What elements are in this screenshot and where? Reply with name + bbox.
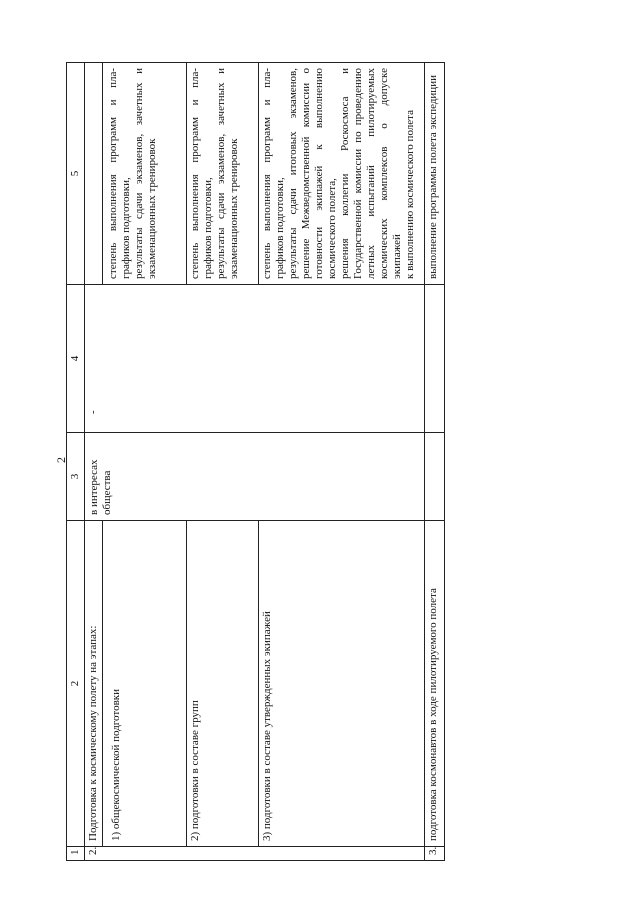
criteria-line: готовности экипажей к выполнению <box>313 68 325 279</box>
empty-cell <box>425 433 445 521</box>
criteria-line: результаты сдачи экзаменов, зачетных и <box>133 68 145 279</box>
table-row <box>425 63 445 861</box>
criteria-line: космического полета, <box>326 178 338 279</box>
col4-cell: - <box>85 285 425 433</box>
criteria-line: результаты сдачи экзаменов, зачетных и <box>215 68 227 279</box>
criteria-cell <box>259 63 425 285</box>
header-cell: 1 <box>67 847 85 861</box>
row-title: подготовка космонавтов в ходе пилотируемого полета <box>425 521 445 847</box>
criteria-line: степень выполнения программ и пла- <box>189 68 201 279</box>
criteria-cell: выполнение программы полета экспедиции <box>425 63 445 285</box>
table-header-row <box>67 63 85 861</box>
stage-label: 2) подготовки в составе групп <box>187 521 259 847</box>
criteria-line: экзаменационных тренировок <box>146 138 158 279</box>
header-cell: 5 <box>67 63 85 285</box>
criteria-line: степень выполнения программ и пла- <box>261 68 273 279</box>
criteria-line: решение Межведомственной комиссии о <box>300 68 312 279</box>
criteria-cell <box>103 63 187 285</box>
criteria-line: Государственной комиссии по проведению <box>352 68 364 279</box>
criteria-line: летных испытаний пилотируемых <box>365 68 377 279</box>
criteria-line: к выполнению космического полета <box>404 110 416 279</box>
criteria-line: степень выполнения программ и пла- <box>107 68 119 279</box>
row-number: 2. <box>85 847 425 861</box>
criteria-line: решения коллегии Роскосмоса и <box>339 68 351 279</box>
header-cell: 2 <box>67 521 85 847</box>
stage-label: 1) общекосмической подготовки <box>103 521 187 847</box>
interest-cell: в интересах общества <box>85 433 425 521</box>
criteria-table <box>66 62 445 861</box>
page-number: 2 <box>54 457 68 463</box>
table-row <box>85 63 103 861</box>
empty-cell <box>85 63 103 285</box>
row-number: 3. <box>425 847 445 861</box>
criteria-cell <box>187 63 259 285</box>
header-cell: 4 <box>67 285 85 433</box>
empty-cell <box>425 285 445 433</box>
criteria-line: результаты сдачи итоговых экзаменов, <box>287 68 299 279</box>
criteria-line: графиков подготовки, <box>120 177 132 279</box>
row-title: Подготовка к космическому полету на этапах: <box>85 521 103 847</box>
stage-label: 3) подготовки в составе утвержденных экипажей <box>259 521 425 847</box>
header-cell: 3 <box>67 433 85 521</box>
criteria-line: графиков подготовки, <box>202 177 214 279</box>
criteria-line: экзаменационных тренировок <box>228 138 240 279</box>
criteria-line: космических комплексов о допуске экипажей <box>378 68 403 279</box>
criteria-line: графиков подготовки, <box>274 177 286 279</box>
